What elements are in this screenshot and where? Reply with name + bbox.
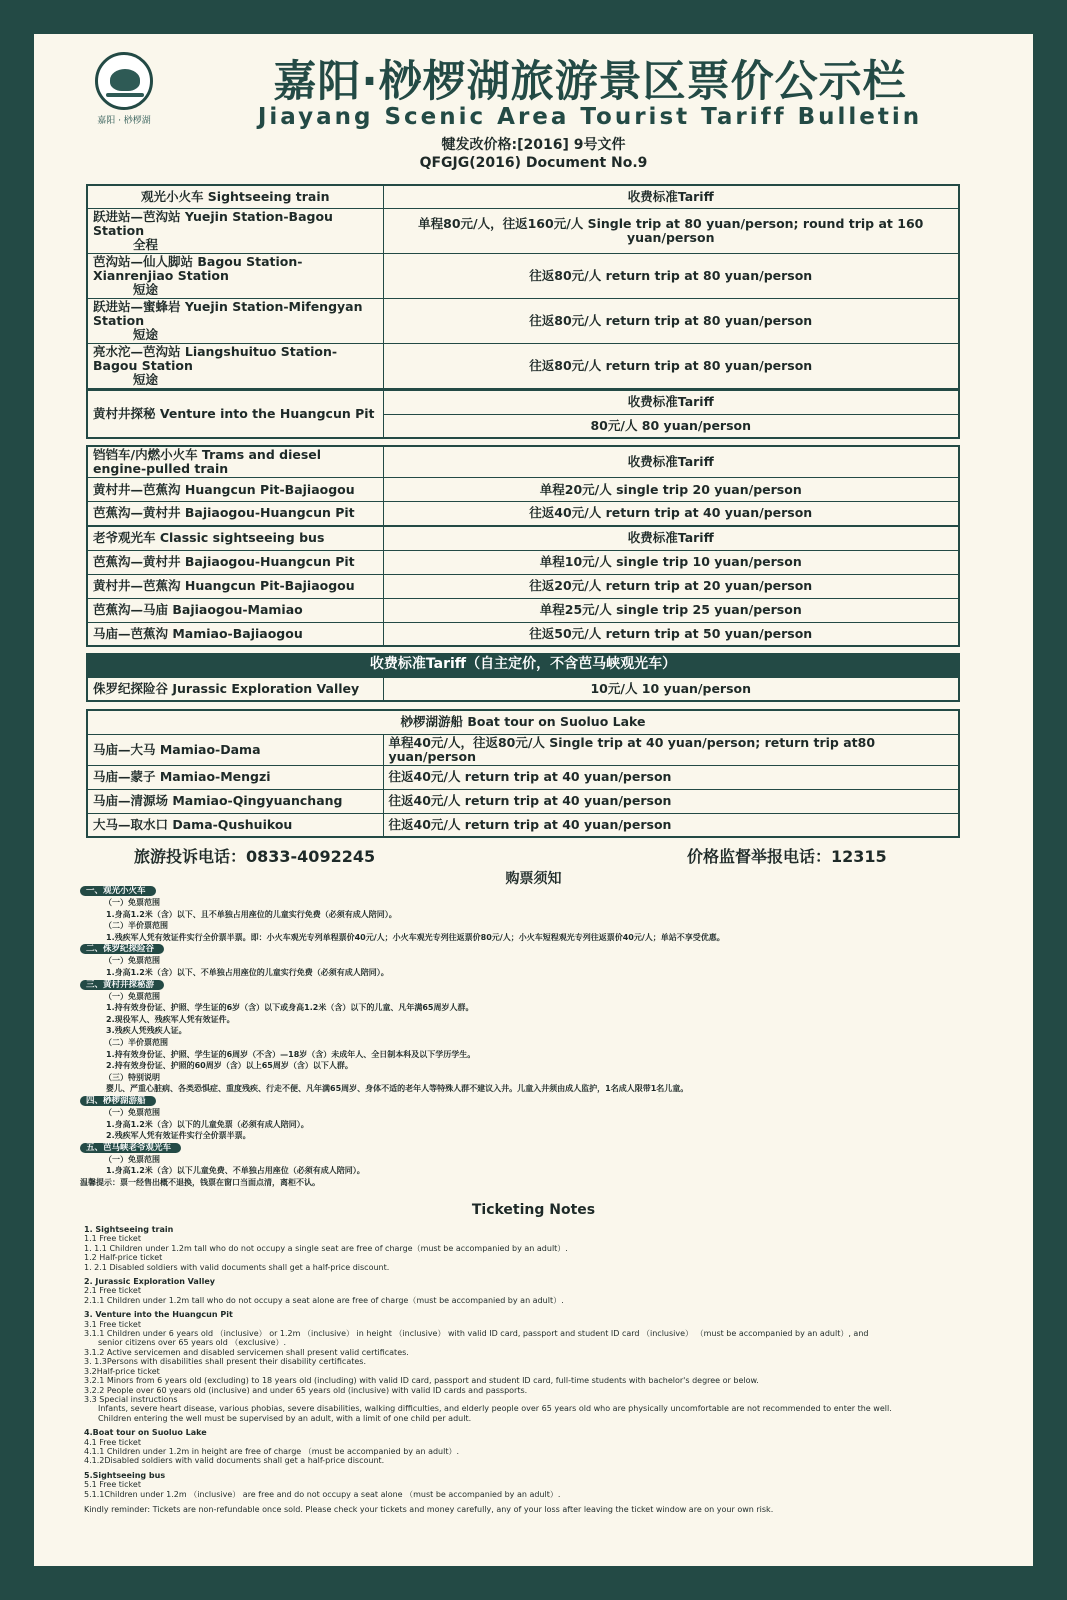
table-row	[87, 343, 959, 389]
table-row	[87, 813, 959, 837]
price-cell: 80元/人 80 yuan/person	[383, 414, 959, 438]
table-row	[87, 677, 959, 701]
section-tag: 二、侏罗纪探险谷	[80, 944, 164, 954]
route-cell: 马庙—清源场 Mamiao-Qingyuanchang	[87, 789, 383, 813]
price-cell: 往返40元/人 return trip at 40 yuan/person	[383, 502, 959, 526]
table-header: 铛铛车/内燃小火车 Trams and diesel engine-pulled train	[87, 446, 383, 478]
tram-table	[86, 445, 960, 527]
price-cell: 往返80元/人 return trip at 80 yuan/person	[383, 343, 959, 389]
route-cell: 芭蕉沟—黄村井 Bajiaogou-Huangcun Pit	[87, 502, 383, 526]
supervision-phone: 价格监督举报电话：12315	[687, 847, 887, 866]
section-tag: 三、黄村井探秘游	[80, 980, 164, 990]
complaint-phone: 旅游投诉电话：0833-4092245	[134, 847, 376, 866]
price-cell: 往返80元/人 return trip at 80 yuan/person	[383, 253, 959, 298]
table-row	[87, 208, 959, 253]
page-title-en: Jiayang Scenic Area Tourist Tariff Bulletin	[257, 104, 923, 130]
pit-label-cell: 黄村井探秘 Venture into the Huangcun Pit	[87, 390, 383, 438]
huangcun-pit-table	[86, 389, 960, 439]
price-cell: 单程80元/人，往返160元/人 Single trip at 80 yuan/person; round trip at 160 yuan/person	[383, 208, 959, 253]
route-cell: 马庙—蒙子 Mamiao-Mengzi	[87, 765, 383, 789]
price-cell: 10元/人 10 yuan/person	[383, 677, 959, 701]
table-header: 收费标准Tariff	[383, 526, 959, 550]
scenic-area-logo	[88, 52, 160, 126]
route-cell: 跃进站—芭沟站 Yuejin Station-Bagou Station 全程	[87, 208, 383, 253]
sightseeing-train-table	[86, 184, 960, 390]
reminder-cn: 温馨提示：票一经售出概不退换，钱票在窗口当面点清，离柜不认。	[80, 1177, 320, 1187]
route-cell: 黄村井—芭蕉沟 Huangcun Pit-Bajiaogou	[87, 478, 383, 502]
ticketing-notes-en: 1. Sightseeing train 1.1 Free ticket 1. 1.1 Children under 1.2m tall who do not occupy a single seat are free of charge（must be accompanied by an adult）. 1.2 Half-price ticket 1. 2.1 Disabled soldiers with valid documents shall get a half-price discount. 2. Jurassic Exploration Valley 2.1 Free ticket 2.1.1 Children under 1.2m tall who do not occupy a seat alone are free of charge（must be accompanied by an adult）. 3. Venture into the Huangcun Pit 3.1 Free ticket 3.1.1 Children under 6 years old （inclusive） or 1.2m （inclusive） in height （inclusive） with valid ID card, passport and student ID card （inclusive） （must be accompanied by an adult）, and senior citizens over 65 years old （exclusive）. 3.1.2 Active servicemen and disabled servicemen shall present valid certificates. 3. 1.3Persons with disabilities shall present their disability certificates. 3.2Half-price ticket 3.2.1 Minors from 6 years old (excluding) to 18 years old (including) with valid ID card, passport and student ID card, full-time students with bachelor's degree or below. 3.2.2 People over 60 years old (inclusive) and under 65 years old (inclusive) with valid ID cards and passports. 3.3 Special instructions Infants, severe heart disease, various phobias, severe disabilities, walking difficulties, and elderly people over 65 years old who are physically uncomfortable are not recommended to enter the well. Children entering the well must be supervised by an adult, with a limit of one child per adult. 4.Boat tour on Suoluo Lake 4.1 Free ticket 4.1.1 Children under 1.2m in height are free of charge （must be accompanied by an adult）. 4.1.2Disabled soldiers with valid documents shall get a half-price discount. 5.Sightseeing bus 5.1 Free ticket 5.1.1Children under 1.2m （inclusive） are free and do not occupy a seat alone （must be accompanied by an adult）. Kindly reminder: Tickets are non-refundable once sold. Please check your tickets and money carefully, any of your loss after leaving the ticket window are on your own risk.	[84, 1220, 1014, 1514]
table-row	[87, 298, 959, 343]
table-header: 观光小火车 Sightseeing train	[87, 185, 383, 208]
table-row	[87, 734, 959, 765]
notes-title-en: Ticketing Notes	[471, 1202, 596, 1218]
section-tag: 五、芭马峡老爷观光车	[80, 1143, 181, 1153]
logo-emblem-icon	[95, 52, 153, 110]
route-cell: 芭沟站—仙人脚站 Bagou Station-Xianrenjiao Station 短途	[87, 253, 383, 298]
route-cell: 大马—取水口 Dama-Qushuikou	[87, 813, 383, 837]
section-tag: 四、桫椤湖游船	[80, 1096, 156, 1106]
document-number-cn: 犍发改价格:[2016] 9号文件	[441, 137, 626, 153]
reminder-en: Kindly reminder: Tickets are non-refundable once sold. Please check your tickets and money carefully, any of your loss after leaving the ticket window are on your own risk.	[84, 1504, 774, 1514]
price-cell: 单程20元/人 single trip 20 yuan/person	[383, 478, 959, 502]
route-cell: 侏罗纪探险谷 Jurassic Exploration Valley	[87, 677, 383, 701]
notes-title-cn: 购票须知	[505, 871, 562, 887]
table-row	[87, 574, 959, 598]
tariff-banner: 收费标准Tariff（自主定价，不含芭马峡观光车）	[86, 653, 960, 676]
table-row	[87, 253, 959, 298]
document-number-en: QFGJG(2016) Document No.9	[419, 155, 648, 171]
route-cell: 芭蕉沟—黄村井 Bajiaogou-Huangcun Pit	[87, 550, 383, 574]
price-cell: 往返20元/人 return trip at 20 yuan/person	[383, 574, 959, 598]
table-header: 老爷观光车 Classic sightseeing bus	[87, 526, 383, 550]
classic-bus-table	[86, 525, 960, 647]
route-cell: 跃进站—蜜蜂岩 Yuejin Station-Mifengyan Station 短途	[87, 298, 383, 343]
table-row	[87, 502, 959, 526]
table-row	[87, 598, 959, 622]
route-cell: 黄村井—芭蕉沟 Huangcun Pit-Bajiaogou	[87, 574, 383, 598]
table-row	[87, 478, 959, 502]
section-tag: 一、观光小火车	[80, 886, 156, 896]
price-cell: 往返80元/人 return trip at 80 yuan/person	[383, 298, 959, 343]
price-cell: 单程40元/人，往返80元/人 Single trip at 40 yuan/person; return trip at80 yuan/person	[383, 734, 959, 765]
price-cell: 往返40元/人 return trip at 40 yuan/person	[383, 813, 959, 837]
ticketing-notes-cn: 一、观光小火车 （一）免票范围 1.身高1.2米（含）以下、且不单独占用座位的儿童实行免费（必须有成人陪同）。 （二）半价票范围 1.残疾军人凭有效证件实行全价票半票。即：小火车观光专列单程票价40元/人；小火车观光专列往返票价80元/人；小火车短程观光专列往返票价40元/人；单站不享受优惠。 二、侏罗纪探险谷 （一）免票范围 1.身高1.2米（含）以下、不单独占用座位的儿童实行免费（必须有成人陪同）。 三、黄村井探秘游 （一）免票范围 1.持有效身份证、护照、学生证的6岁（含）以下或身高1.2米（含）以下的儿童、凡年满65周岁人群。 2.现役军人、残疾军人凭有效证件。 3.残疾人凭残疾人证。 （二）半价票范围 1.持有效身份证、护照、学生证的6周岁（不含）—18岁（含）未成年人、全日制本科及以下学历学生。 2.持有效身份证、护照的60周岁（含）以上65周岁（含）以下人群。 （三）特别说明 婴儿、严重心脏病、各类恐惧症、重度残疾、行走不便、凡年满65周岁、身体不适的老年人等特殊人群不建议入井。儿童入井须由成人监护，1名成人限带1名儿童。 四、桫椤湖游船 （一）免票范围 1.身高1.2米（含）以下的儿童免票（必须有成人陪同）。 2.残疾军人凭有效证件实行全价票半票。 五、芭马峡老爷观光车 （一）免票范围 1.身高1.2米（含）以下儿童免费、不单独占用座位（必须有成人陪同）。 温馨提示：票一经售出概不退换，钱票在窗口当面点清，离柜不认。	[80, 885, 1010, 1188]
price-cell: 单程25元/人 single trip 25 yuan/person	[383, 598, 959, 622]
table-header: 收费标准Tariff	[383, 446, 959, 478]
table-header: 收费标准Tariff	[383, 390, 959, 414]
table-row	[87, 550, 959, 574]
route-cell: 马庙—大马 Mamiao-Dama	[87, 734, 383, 765]
table-row	[87, 622, 959, 646]
table-header: 桫椤湖游船 Boat tour on Suoluo Lake	[87, 710, 959, 734]
route-cell: 亮水沱—芭沟站 Liangshuituo Station-Bagou Station 短途	[87, 343, 383, 389]
route-cell: 马庙—芭蕉沟 Mamiao-Bajiaogou	[87, 622, 383, 646]
logo-text: 嘉阳 · 桫椤湖	[97, 116, 151, 126]
table-header: 收费标准Tariff	[383, 185, 959, 208]
price-cell: 往返40元/人 return trip at 40 yuan/person	[383, 765, 959, 789]
tariff-bulletin	[34, 34, 1033, 1566]
route-cell: 芭蕉沟—马庙 Bajiaogou-Mamiao	[87, 598, 383, 622]
price-cell: 往返50元/人 return trip at 50 yuan/person	[383, 622, 959, 646]
price-cell: 往返40元/人 return trip at 40 yuan/person	[383, 789, 959, 813]
table-row	[87, 765, 959, 789]
page-title-cn: 嘉阳·桫椤湖旅游景区票价公示栏	[273, 57, 907, 107]
jurassic-table	[86, 676, 960, 702]
table-row	[87, 789, 959, 813]
price-cell: 单程10元/人 single trip 10 yuan/person	[383, 550, 959, 574]
boat-tour-table	[86, 709, 960, 838]
